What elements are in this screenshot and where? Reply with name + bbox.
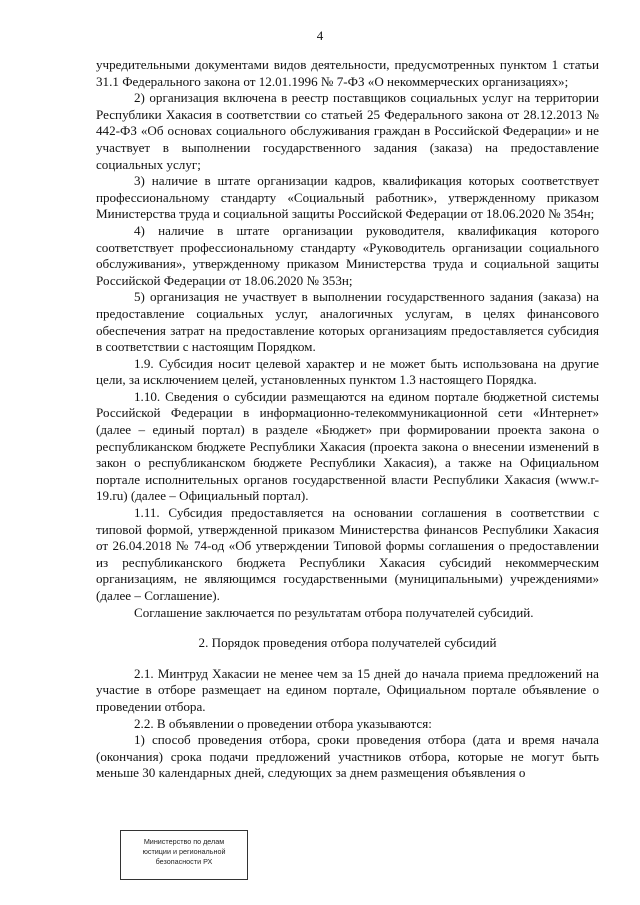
registration-stamp (120, 830, 248, 880)
paragraph: Соглашение заключается по результатам отбора получателей субсидий. (134, 604, 534, 620)
paragraph: 5) организация не участвует в выполнении государственного задания (заказа) на предоставление социальных услуг, аналогичных услугам, в целях финансового обеспечения затрат на предоставление которых организациям предоставляется субсидия в соответствии с настоящим Порядком. (96, 289, 599, 355)
paragraph: 3) наличие в штате организации кадров, квалификация которых соответствует профессиональному стандарту «Социальный работник», утвержденному приказом Министерства труда и социальной защиты Российской Федерации от 18.06.2020 № 354н; (96, 173, 599, 222)
paragraphs-after-heading (96, 666, 599, 782)
stamp-line-2: юстиции и региональной (142, 847, 226, 856)
section-heading: 2. Порядок проведения отбора получателей субсидий (198, 635, 497, 651)
paragraph: 1.9. Субсидия носит целевой характер и не может быть использована на другие цели, за исключением целей, установленных пунктом 1.3 настоящего Порядка. (96, 355, 599, 388)
paragraphs-before-heading (96, 57, 599, 621)
paragraph: 2) организация включена в реестр поставщиков социальных услуг на территории Республики Хакасия в соответствии со статьей 25 Федерального закона от 28.12.2013 № 442-ФЗ «Об основах социального обслуживания граждан в Российской Федерации» и не участвует в выполнении государственного задания (заказа) на предоставление социальных услуг; (96, 90, 599, 172)
paragraph: учредительными документами видов деятельности, предусмотренных пунктом 1 статьи 31.1 Федерального закона от 12.01.1996 № 7-ФЗ «О некоммерческих организациях»; (96, 57, 599, 89)
paragraph: 1.10. Сведения о субсидии размещаются на едином портале бюджетной системы Российской Федерации в информационно-телекоммуникационной сети «Интернет» (далее – единый портал) в разделе «Бюджет» при формировании проекта закона о республиканском бюджете Республики Хакасия (проекта закона о внесении изменений в закон о республиканском бюджете Республики Хакасия), а также на Официальном портале исполнительных органов государственной власти Республики Хакасия (www.r-19.ru) (далее – Официальный портал). (96, 388, 599, 504)
page-number: 4 (316, 28, 324, 43)
stamp-line-1: Министерство по делам (143, 837, 225, 846)
paragraph: 1) способ проведения отбора, сроки проведения отбора (дата и время начала (окончания) срока подачи предложений участников отбора, которые не могут быть меньше 30 календарных дней, следующих за днем размещения объявления о (96, 732, 599, 781)
paragraph: 1.11. Субсидия предоставляется на основании соглашения в соответствии с типовой формой, утвержденной приказом Министерства финансов Республики Хакасия от 26.04.2018 № 74-од «Об утверждении Типовой формы соглашения о предоставлении из республиканского бюджета Республики Хакасия субсидий некоммерческим организациям, не являющимся государственными (муниципальными) учреждениями» (далее – Соглашение). (96, 505, 599, 603)
paragraph: 4) наличие в штате организации руководителя, квалификация которого соответствует профессиональному стандарту «Руководитель организации социального обслуживания», утвержденному приказом Министерства труда и социальной защиты Российской Федерации от 18.06.2020 № 353н; (96, 222, 599, 288)
document-body (96, 57, 599, 782)
paragraph: 2.2. В объявлении о проведении отбора указываются: (134, 715, 432, 731)
paragraph: 2.1. Минтруд Хакасии не менее чем за 15 дней до начала приема предложений на участие в отборе размещает на едином портале, Официальном портале объявление о проведении отбора. (96, 665, 599, 714)
stamp-line-3: безопасности РХ (155, 857, 213, 866)
